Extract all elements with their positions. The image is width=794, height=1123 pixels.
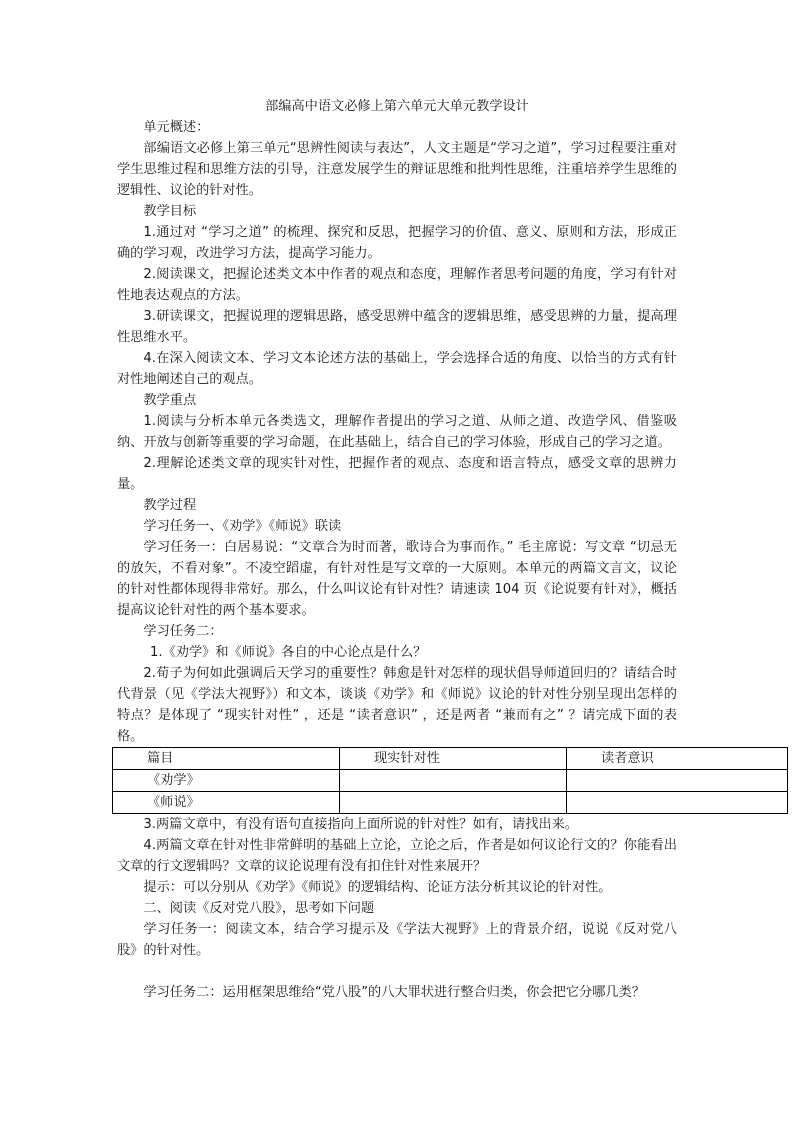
table-row — [113, 792, 788, 814]
table-cell[interactable] — [567, 770, 788, 792]
document-title: 部编高中语文必修上第六单元大单元教学设计 — [265, 99, 529, 114]
task1-heading: 学习任务一、《劝学》《师说》联读 — [143, 519, 342, 534]
focus-item-2: 2.理解论述类文章的现实针对性，把握作者的观点、态度和语言特点，感受文章的思辨力量。 — [117, 456, 677, 492]
table-header-cell: 现实针对性 — [340, 748, 567, 770]
task1-question-1: 1.《劝学》和《师说》各自的中心论点是什么？ — [150, 645, 427, 660]
overview-heading: 单元概述： — [143, 120, 210, 135]
goals-heading: 教学目标 — [143, 204, 197, 219]
table-header-cell: 篇目 — [113, 748, 340, 770]
task1-hint: 提示：可以分别从《劝学》《师说》的逻辑结构、论证方法分析其议论的针对性。 — [143, 880, 612, 895]
table-cell: 《劝学》 — [113, 770, 340, 792]
table-cell[interactable] — [340, 770, 567, 792]
focus-item-1: 1.阅读与分析本单元各类选文，理解作者提出的学习之道、从师之道、改造学风、借鉴吸纳、开放与创新等重要的学习命题，在此基础上，结合自己的学习体验，形成自己的学习之道。 — [117, 414, 677, 450]
task1-subtask1: 学习任务一：白居易说：“文章合为时而著，歌诗合为事而作。” 毛主席说：写文章 “切忌无的放矢，不看对象”。不凌空蹈虚，有针对性是写文章的一大原则。本单元的两篇文言文，议论的针对性都体现得非常好。那么，什么叫议论有针对性？请速读 104 页《论说要有针对》，概括提高议论针对性的两个基本要求。 — [117, 540, 677, 618]
table-cell: 《师说》 — [113, 792, 340, 814]
task2-subtask2: 学习任务二：运用框架思维给“党八股”的八大罪状进行整合归类，你会把它分哪几类？ — [143, 985, 645, 1000]
table-cell[interactable] — [567, 792, 788, 814]
process-heading: 教学过程 — [143, 498, 197, 513]
table-header-cell: 读者意识 — [567, 748, 788, 770]
task1-question-3: 3.两篇文章中，有没有语句直接指向上面所说的针对性？如有，请找出来。 — [143, 817, 578, 832]
task2-heading: 二、阅读《反对党八股》，思考如下问题 — [143, 901, 375, 916]
analysis-table — [112, 747, 788, 814]
focus-heading: 教学重点 — [143, 393, 197, 408]
document-page — [117, 96, 677, 1003]
goal-item-3: 3.研读课文，把握说理的逻辑思路，感受思辨中蕴含的逻辑思维，感受思辨的力量，提高理性思维水平。 — [117, 309, 677, 345]
table-header-row — [113, 748, 788, 770]
goal-item-2: 2.阅读课文，把握论述类文本中作者的观点和态度，理解作者思考问题的角度，学习有针对性地表达观点的方法。 — [117, 267, 677, 303]
table-row — [113, 770, 788, 792]
table-cell[interactable] — [340, 792, 567, 814]
task1-question-4: 4.两篇文章在针对性非常鲜明的基础上立论，立论之后，作者是如何议论行文的？你能看出文章的行文逻辑吗？文章的议论说理有没有扣住针对性来展开？ — [117, 838, 677, 874]
goal-item-1: 1.通过对 “学习之道” 的梳理、探究和反思，把握学习的价值、意义、原则和方法，形成正确的学习观，改进学习方法，提高学习能力。 — [117, 225, 677, 261]
overview-paragraph: 部编语文必修上第三单元“思辨性阅读与表达”，人文主题是“学习之道”，学习过程要注重对学生思维过程和思维方法的引导，注意发展学生的辩证思维和批判性思维，注重培养学生思维的逻辑性、议论的针对性。 — [117, 141, 677, 198]
task1-subtask2-heading: 学习任务二： — [143, 624, 223, 639]
goal-item-4: 4.在深入阅读文本、学习文本论述方法的基础上，学会选择合适的角度、以恰当的方式有针对性地阐述自己的观点。 — [117, 351, 677, 387]
task1-question-2: 2.荀子为何如此强调后天学习的重要性？韩愈是针对怎样的现状倡导师道回归的？请结合时代背景（见《学法大视野》）和文本，谈谈《劝学》和《师说》议论的针对性分别呈现出怎样的特点？是体现了 “现实针对性” ，还是 “读者意识” ，还是两者 “兼而有之” ？请完成下面的表格。 — [117, 666, 677, 744]
task2-subtask1: 学习任务一：阅读文本，结合学习提示及《学法大视野》上的背景介绍，说说《反对党八股》的针对性。 — [117, 922, 677, 958]
spacer — [117, 961, 677, 982]
